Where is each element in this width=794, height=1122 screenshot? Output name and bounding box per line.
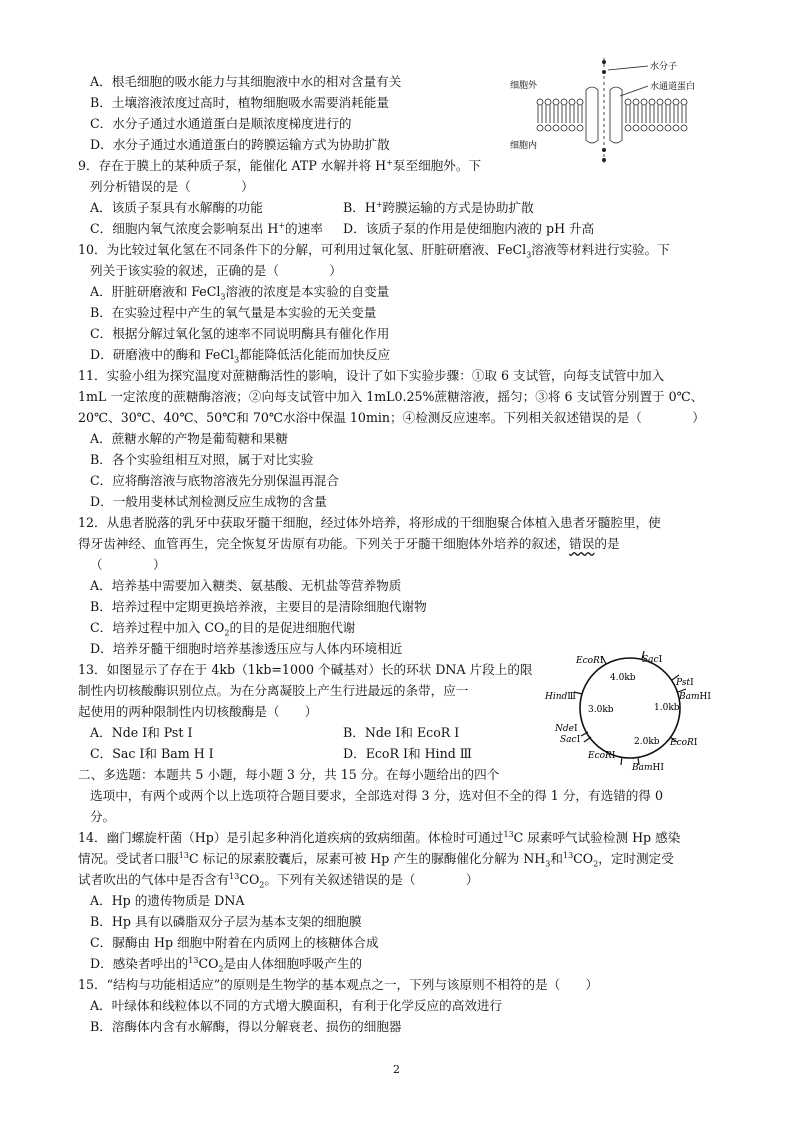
q8-option-b: B．土壤溶液浓度过高时，植物细胞吸水需要消耗能量: [90, 95, 389, 110]
q9-option-a: A．该质子泵具有水解酶的功能: [90, 200, 263, 215]
q9-stem-2: 列分析错误的是（ ）: [90, 179, 254, 194]
sac1-label-top: SacⅠ: [642, 655, 663, 665]
length-3kb: 3.0kb: [588, 705, 614, 715]
aquaporin-right-half: [610, 87, 622, 143]
q10-option-d: D．研磨液中的酶和 FeCl$_3$都能降低活化能而加快反应: [90, 347, 391, 365]
q13-stem-1: 13．如图显示了存在于 4kb（1kb=1000 个碱基对）长的环状 DNA 片段上的限: [78, 662, 533, 677]
q13-option-a: A．Nde Ⅰ和 Pst Ⅰ: [90, 725, 193, 740]
q8-option-d: D．水分子通过水通道蛋白的跨膜运输方式为协助扩散: [90, 137, 390, 152]
q12-stem-1: 12．从患者脱落的乳牙中获取牙髓干细胞，经过体外培养，将形成的干细胞聚合体植入患者牙髓腔里，使: [78, 515, 661, 530]
q11-stem-2: 1mL 一定浓度的蔗糖酶溶液；②向每支试管中加入 1mL0.25%蔗糖溶液，摇匀；③将 6 支试管分别置于 0℃、: [78, 389, 704, 404]
q10-stem: 10．为比较过氧化氢在不同条件下的分解，可利用过氧化氢、肝脏研磨液、FeCl$_3$溶液等材料进行实验。下: [78, 242, 670, 260]
q11-option-d: D．一般用斐林试剂检测反应生成物的含量: [90, 494, 327, 509]
q9-option-d: D．该质子泵的作用是使细胞内液的 pH 升高: [343, 221, 595, 236]
ecor1-tick-bottom: [621, 757, 622, 765]
q11-option-c: C．应将酶溶液与底物溶液先分别保温再混合: [90, 473, 339, 488]
outside-label: 细胞外: [510, 81, 538, 91]
q10-option-a: A．肝脏研磨液和 FeCl$_3$溶液的浓度是本实验的自变量: [90, 284, 390, 302]
q12-option-c: C．培养过程中加入 $CO_2$的目的是促进细胞代谢: [90, 620, 356, 638]
q12-option-d: D．培养牙髓干细胞时培养基渗透压应与人体内环境相近: [90, 641, 403, 656]
aquaporin-left-half: [586, 87, 598, 143]
membrane-lower-row: [537, 125, 687, 131]
q13-option-b: B．Nde Ⅰ和 EcoR Ⅰ: [343, 725, 460, 740]
length-1kb: 1.0kb: [654, 703, 680, 713]
aquaporin-label: 水通道蛋白: [650, 82, 696, 92]
q14-stem-3: 试者吹出的气体中是否含有$^{13}CO_2$。下列有关叙述错误的是（ ）: [78, 871, 479, 890]
section-2-heading: 二、多选题：本题共 5 小题，每小题 3 分，共 15 分。在每小题给出的四个: [78, 767, 500, 782]
q14-option-d: D．感染者呼出的$^{13}CO_2$是由人体细胞呼吸产生的: [90, 955, 363, 974]
q14-stem-2: 情况。受试者口服$^{13}$C 标记的尿素胶囊后，尿素可被 Hp 产生的脲酶催化分解为 $NH_3$和$^{13}CO_2$，定时测定受: [78, 850, 674, 869]
q15-option-a: A．叶绿体和线粒体以不同的方式增大膜面积，有利于化学反应的高效进行: [90, 998, 503, 1013]
sac1-tick-left: [584, 737, 591, 742]
q9-stem: 9．存在于膜上的某种质子泵，能催化 ATP 水解并将 H+泵至细胞外。下: [78, 157, 482, 173]
hind3-label: HindⅢ: [545, 692, 576, 702]
pst1-label: PstⅠ: [676, 678, 694, 688]
q10-option-c: C．根据分解过氧化氢的速率不同说明酶具有催化作用: [90, 326, 390, 341]
bamh1-label-bottom: BamHⅠ: [632, 763, 664, 773]
q14-option-c: C．脲酶由 Hp 细胞中附着在内质网上的核糖体合成: [90, 935, 379, 950]
q11-option-b: B．各个实验组相互对照，属于对比实验: [90, 452, 314, 467]
q13-stem-2: 制性内切核酸酶识别位点。为在分离凝胶上产生行进最远的条带，应一: [78, 683, 469, 698]
q15-option-b: B．溶酶体内含有水解酶，得以分解衰老、损伤的细胞器: [90, 1019, 402, 1034]
sac1-label-left: SacⅠ: [560, 735, 581, 745]
ecor1-label-right: EcoRⅠ: [670, 738, 698, 748]
q10-stem-2: 列关于该实验的叙述，正确的是（ ）: [90, 263, 342, 278]
length-4kb: 4.0kb: [610, 673, 636, 683]
q11-stem-1: 11．实验小组为探究温度对蔗糖酶活性的影响，设计了如下实验步骤：①取 6 支试管，向每支试管中加入: [78, 368, 665, 383]
q14-stem-1: 14．幽门螺旋杆菌（Hp）是引起多种消化道疾病的致病细菌。体检时可通过$^{13}$C 尿素呼气试验检测 Hp 感染: [78, 829, 681, 845]
q12-option-a: A．培养基中需要加入糖类、氨基酸、无机盐等营养物质: [90, 578, 402, 593]
q8-option-a: A．根毛细胞的吸水能力与其细胞液中水的相对含量有关: [90, 74, 402, 89]
q15-stem: 15．“结构与功能相适应”的原则是生物学的基本观点之一，下列与该原则不相符的是（ ）: [78, 977, 599, 992]
water-molecule-label: 水分子: [650, 62, 678, 72]
section-2-line-3: 分。: [90, 809, 116, 824]
q9-option-b: B．H+跨膜运输的方式是协助扩散: [343, 199, 534, 215]
q14-option-b: B．Hp 具有以磷脂双分子层为基本支架的细胞膜: [90, 914, 362, 929]
q12-option-b: B．培养过程中定期更换培养液，主要目的是清除细胞代谢物: [90, 599, 427, 614]
q9-option-c: C．细胞内氧气浓度会影响泵出 H+的速率: [90, 220, 323, 236]
q13-option-c: C．Sac Ⅰ和 Bam H Ⅰ: [90, 746, 214, 761]
q13-option-d: D．EcoR Ⅰ和 Hind Ⅲ: [343, 746, 472, 761]
nde1-label: NdeⅠ: [555, 724, 578, 734]
restriction-map-figure: [538, 644, 720, 774]
q11-stem-3: 20℃、30℃、40℃、50℃和 70℃水浴中保温 10min；④检测反应速率。下列相关叙述错误的是（ ）: [78, 410, 705, 425]
section-2-line-2: 选项中，有两个或两个以上选项符合题目要求，全部选对得 3 分，选对但不全的得 1 分，有选错的得 0: [90, 788, 663, 803]
q13-stem-3: 起使用的两种限制性内切核酸酶是（ ）: [78, 704, 318, 719]
q14-option-a: A．Hp 的遗传物质是 DNA: [90, 893, 245, 908]
ecor1-label-bottom: EcoRⅠ: [588, 751, 616, 761]
bamh1-label-right: BamHⅠ: [679, 692, 711, 702]
q12-stem-3: （ ）: [90, 557, 166, 572]
aquaporin-membrane-figure: [508, 50, 748, 170]
inside-label: 细胞内: [510, 141, 538, 151]
q12-stem-2: 得牙齿神经、血管再生，完全恢复牙齿原有功能。下列关于牙髓干细胞体外培养的叙述，错误的是: [78, 536, 620, 551]
q10-option-b: B．在实验过程中产生的氧气量是本实验的无关变量: [90, 305, 377, 320]
q8-option-c: C．水分子通过水通道蛋白是顺浓度梯度进行的: [90, 116, 352, 131]
membrane-upper-row: [537, 99, 687, 105]
ecor1-label-top-left: EcoRⅠ: [576, 656, 604, 666]
length-2kb: 2.0kb: [634, 737, 660, 747]
page-number: 2: [393, 1063, 400, 1076]
q11-option-a: A．蔗糖水解的产物是葡萄糖和果糖: [90, 431, 289, 446]
